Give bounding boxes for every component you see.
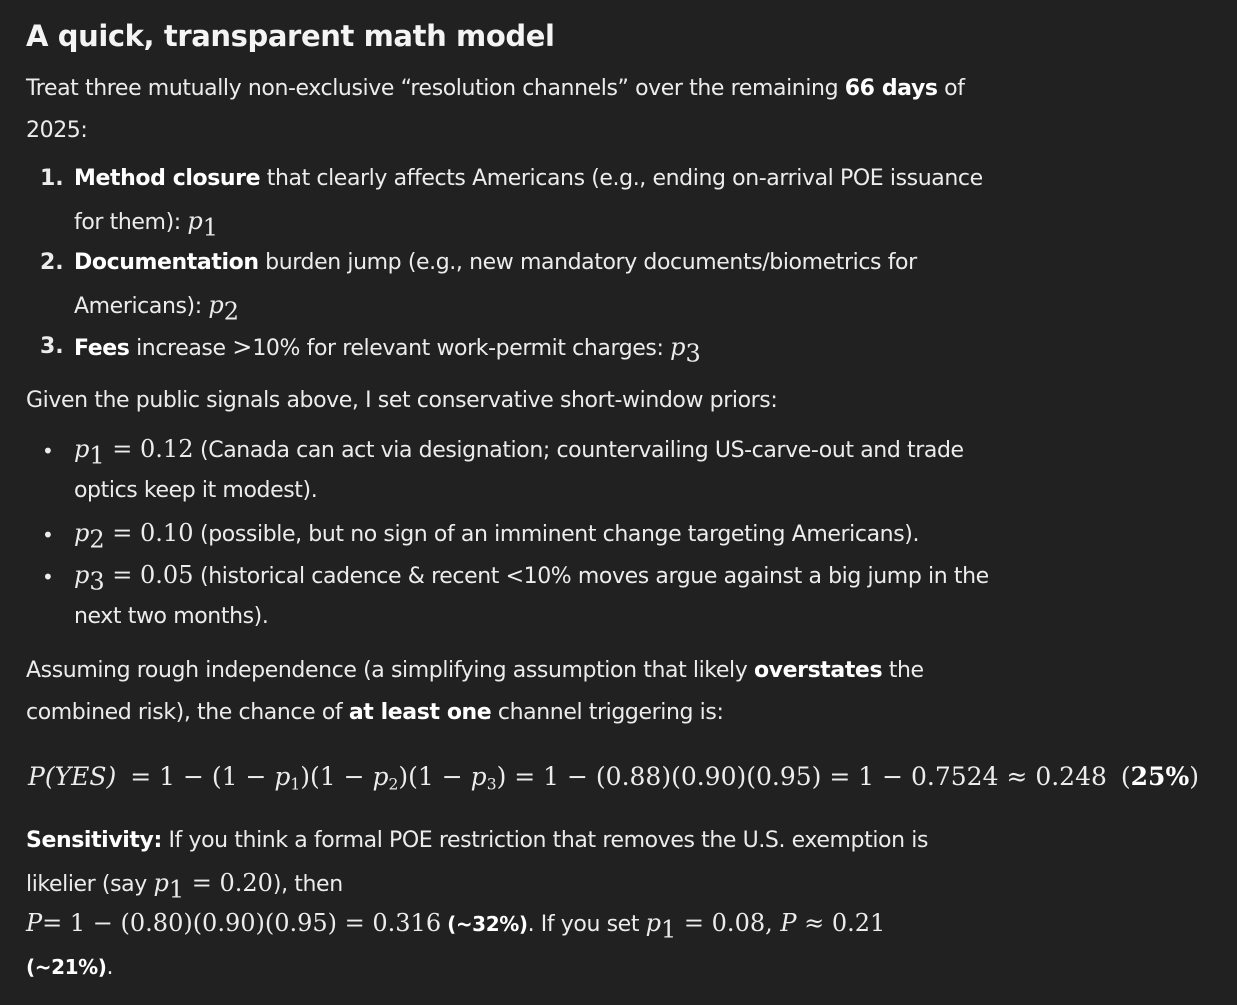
list-number-2: 2. [40, 250, 64, 275]
section-heading: A quick, transparent math model [26, 19, 555, 53]
sensitivity-line-4: (~21%). [26, 955, 114, 980]
list-number-1: 1. [40, 166, 64, 191]
channel-2-line-1: Documentation burden jump (e.g., new mandatory documents/biometrics for [74, 250, 917, 275]
prior-3-line-1: $p_3 = 0.05$ (historical cadence & recent <10% moves argue against a big jump in the [74, 561, 989, 596]
intro-line-2: 2025: [26, 118, 88, 143]
sensitivity-line-2: likelier (say $p_1 = 0.20$), then [26, 869, 343, 904]
assumption-line-1: Assuming rough independence (a simplifying assumption that likely overstates the [26, 658, 924, 683]
channel-1-line-2: for them): $p_1$ [74, 207, 219, 242]
bullet-1: • [42, 439, 54, 463]
bullet-2: • [42, 523, 54, 547]
sensitivity-line-1: Sensitivity: If you think a formal POE restriction that removes the U.S. exemption is [26, 828, 929, 853]
probability-equation: $P(YES) = 1 - (1 - p_1)(1 - p_2)(1 - p_3) = 1 - (0.88)(0.90)(0.95) = 1 - 0.7524 \approx 0.248$ (25%) [28, 762, 1199, 794]
channel-1-line-1: Method closure that clearly affects Americans (e.g., ending on-arrival POE issuance [74, 166, 983, 191]
priors-intro: Given the public signals above, I set conservative short-window priors: [26, 388, 778, 413]
channel-3-line-1: Fees increase >10% for relevant work-permit charges: $p_3$ [74, 333, 701, 368]
prior-3-line-2: next two months). [74, 604, 269, 629]
assumption-line-2: combined risk), the chance of at least one channel triggering is: [26, 700, 724, 725]
list-number-3: 3. [40, 334, 64, 359]
prior-1-line-2: optics keep it modest). [74, 478, 318, 503]
intro-line-1: Treat three mutually non-exclusive “resolution channels” over the remaining 66 days of [26, 76, 965, 101]
bullet-3: • [42, 565, 54, 589]
prior-2-line-1: $p_2 = 0.10$ (possible, but no sign of an imminent change targeting Americans). [74, 519, 920, 554]
prior-1-line-1: $p_1 = 0.12$ (Canada can act via designation; countervailing US-carve-out and trade [74, 435, 964, 470]
channel-2-line-2: Americans): $p_2$ [74, 291, 239, 326]
sensitivity-line-3: P= 1 − (0.80)(0.90)(0.95) = 0.316 (~32%). If you set $p_1 = 0.08$, P ≈ 0.21 [26, 909, 886, 944]
